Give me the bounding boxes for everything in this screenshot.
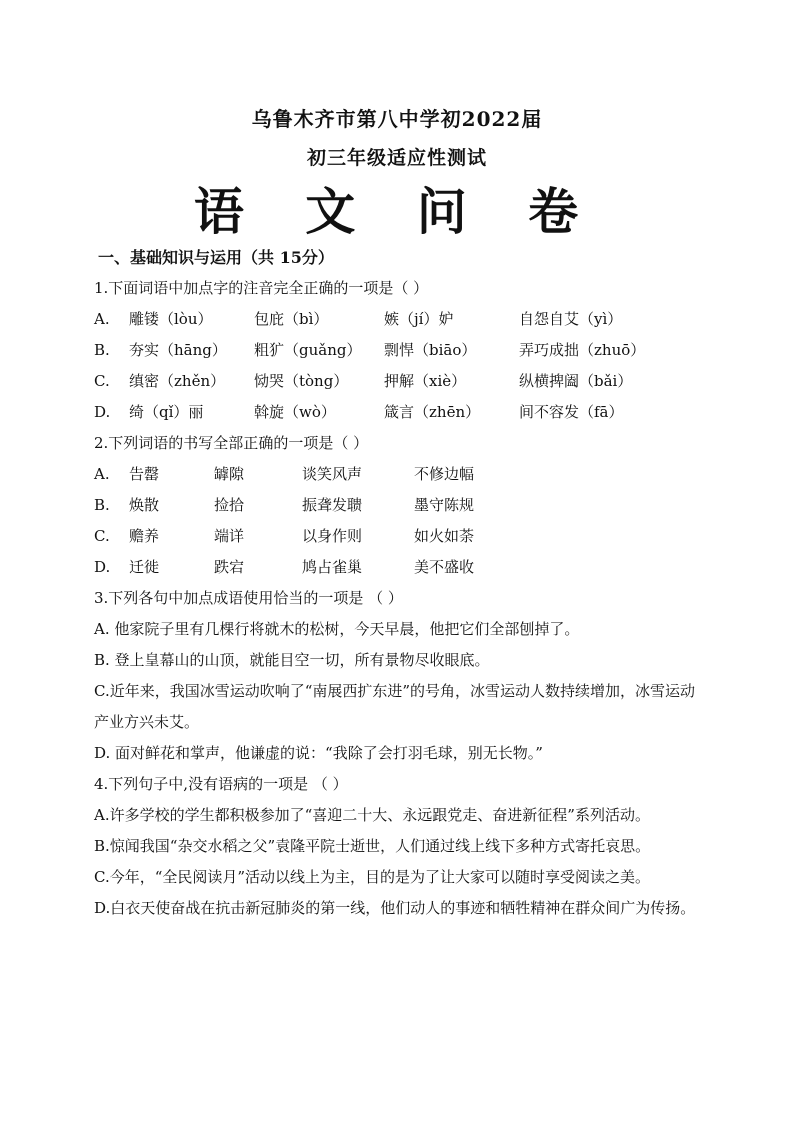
question-4-option-c: C.今年，“全民阅读月”活动以线上为主，目的是为了让大家可以随时享受阅读之美。 [94,868,651,886]
option-label: C. [94,527,110,545]
question-1-option-d [94,397,704,428]
option-item: 缜密（zhěn） [129,372,226,390]
exam-content [94,242,704,924]
option-item: 赡养 [129,527,160,545]
question-2-option-c [94,521,704,552]
option-item: 弄巧成拙（zhuō） [519,341,646,359]
section-heading: 一、基础知识与运用（共 15分） [98,248,334,267]
option-item: 不修边幅 [414,465,475,483]
option-label: B. [94,496,110,514]
option-item: 箴言（zhēn） [384,403,481,421]
question-3-option-d: D. 面对鲜花和掌声，他谦虚的说：“我除了会打羽毛球，别无长物。” [94,744,543,762]
option-item: 恸哭（tòng） [254,372,349,390]
option-item: 跌宕 [214,558,245,576]
question-4-option-b: B.惊闻我国“杂交水稻之父”袁隆平院士逝世，人们通过线上线下多种方式寄托哀思。 [94,837,651,855]
option-item: 谈笑风声 [302,465,363,483]
question-1-option-b [94,335,704,366]
option-item: 纵横捭阖（bǎi） [519,372,633,390]
option-item: 墨守陈规 [414,496,475,514]
option-item: 自怨自艾（yì） [519,310,623,328]
question-3-option-c: C.近年来，我国冰雪运动吹响了“南展西扩东进”的号角，冰雪运动人数持续增加，冰雪运动产业方兴未艾。 [94,682,696,731]
question-2-option-d [94,552,704,583]
question-2-stem: 2.下列词语的书写全部正确的一项是（ ） [94,434,369,452]
option-item: 雕镂（lòu） [129,310,213,328]
option-item: 迁徙 [129,558,160,576]
exam-title: 初三年级适应性测试 [306,147,487,169]
question-1-option-c [94,366,704,397]
question-4-option-a: A.许多学校的学生都积极参加了“喜迎二十大、永远跟党走、奋进新征程”系列活动。 [94,806,650,824]
question-2-option-a [94,459,704,490]
question-3-option-a: A. 他家院子里有几棵行将就木的松树，今天早晨，他把它们全部刨掉了。 [94,620,580,638]
school-title: 乌鲁木齐市第八中学初2022届 [251,107,543,131]
option-item: 如火如荼 [414,527,475,545]
question-1-stem: 1.下面词语中加点字的注音完全正确的一项是（ ） [94,279,429,297]
option-item: 包庇（bì） [254,310,329,328]
option-item: 剽悍（biāo） [384,341,477,359]
option-item: 捡拾 [214,496,245,514]
option-label: B. [94,341,110,359]
question-1-option-a [94,304,704,335]
option-item: 夯实（hāng） [129,341,227,359]
option-item: 以身作则 [302,527,363,545]
option-item: 嫉（jí）妒 [384,310,454,328]
option-label: D. [94,558,111,576]
option-item: 告罄 [129,465,160,483]
option-item: 罅隙 [214,465,245,483]
option-label: A. [94,465,110,483]
option-item: 振聋发聩 [302,496,363,514]
question-4-stem: 4.下列句子中,没有语病的一项是 （ ） [94,775,348,793]
question-3-stem: 3.下列各句中加点成语使用恰当的一项是 （ ） [94,589,403,607]
question-4-option-d: D.白衣天使奋战在抗击新冠肺炎的第一线，他们动人的事迹和牺牲精神在群众间广为传扬。 [94,899,696,917]
subject-title: 语 文 问 卷 [193,182,601,241]
question-3-option-b: B. 登上皇幕山的山顶，就能目空一切，所有景物尽收眼底。 [94,651,490,669]
option-label: C. [94,372,110,390]
option-item: 斡旋（wò） [254,403,336,421]
option-item: 焕散 [129,496,160,514]
option-item: 美不盛收 [414,558,475,576]
option-item: 绮（qǐ）丽 [129,403,204,421]
option-label: A. [94,310,110,328]
option-label: D. [94,403,111,421]
option-item: 端详 [214,527,245,545]
option-item: 粗犷（guǎng） [254,341,362,359]
option-item: 鸠占雀巢 [302,558,363,576]
option-item: 押解（xiè） [384,372,467,390]
question-2-option-b [94,490,704,521]
option-item: 间不容发（fā） [519,403,624,421]
